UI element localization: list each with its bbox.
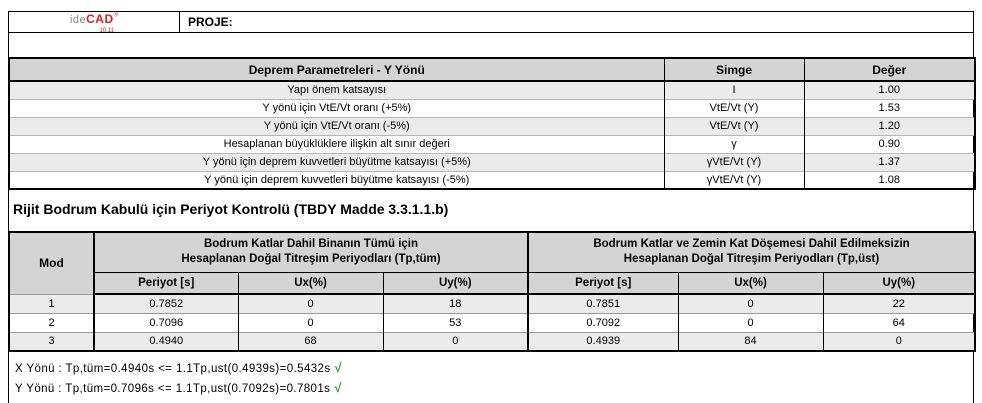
t2-group-ust-line2: Hesaplanan Doğal Titreşim Periyodları (Tp,üst) bbox=[623, 253, 880, 266]
ust-periyot-cell: 0.7851 bbox=[528, 294, 678, 313]
y-direction-check-line bbox=[15, 380, 342, 395]
table-row bbox=[9, 171, 975, 189]
table-row bbox=[9, 99, 975, 117]
deger-cell: 1.37 bbox=[804, 153, 975, 171]
deger-cell: 1.53 bbox=[804, 99, 975, 117]
ust-periyot-cell: 0.4939 bbox=[528, 332, 678, 351]
logo-ide-text: ide bbox=[69, 13, 87, 26]
table-row bbox=[9, 81, 975, 99]
ust-ux-cell: 0 bbox=[678, 294, 823, 313]
mod-cell: 3 bbox=[9, 332, 94, 351]
logo-cad-text: CAD bbox=[86, 11, 114, 26]
ust-uy-cell: 0 bbox=[823, 332, 975, 351]
mod-cell: 1 bbox=[9, 294, 94, 313]
t2-tum-periyot-col: Periyot [s] bbox=[94, 272, 238, 294]
tum-uy-cell: 53 bbox=[383, 313, 528, 332]
t2-group-ust bbox=[528, 232, 975, 272]
tum-periyot-cell: 0.7096 bbox=[94, 313, 238, 332]
x-direction-check-line bbox=[15, 360, 342, 375]
ust-uy-cell: 64 bbox=[823, 313, 975, 332]
t2-group-tum bbox=[94, 232, 528, 272]
tum-periyot-cell: 0.4940 bbox=[94, 332, 238, 351]
param-cell: Y yönü için deprem kuvvetleri büyütme katsayısı (+5%) bbox=[9, 153, 664, 171]
idecad-logo bbox=[70, 11, 118, 34]
table-row bbox=[9, 313, 975, 332]
registered-mark-icon: ® bbox=[113, 12, 119, 19]
x-direction-check-text: X Yönü : Tp,tüm=0.4940s <= 1.1Tp,ust(0.4939s)=0.5432s bbox=[15, 363, 331, 375]
ust-ux-cell: 84 bbox=[678, 332, 823, 351]
t2-group-ust-line1: Bodrum Katlar ve Zemin Kat Döşemesi Dahil Edilmeksizin bbox=[593, 237, 910, 250]
t2-subheader-row bbox=[9, 272, 975, 294]
table-row bbox=[9, 294, 975, 313]
tum-ux-cell: 68 bbox=[238, 332, 383, 351]
simge-cell: VtE/Vt (Y) bbox=[664, 99, 804, 117]
t1-title: Deprem Parametreleri - Y Yönü bbox=[9, 58, 664, 81]
logo-cell bbox=[9, 12, 180, 32]
t2-group-tum-line2: Hesaplanan Doğal Titreşim Periyodları (Tp,tüm) bbox=[181, 253, 441, 266]
simge-cell: γVtE/Vt (Y) bbox=[664, 171, 804, 189]
period-control-table bbox=[8, 231, 976, 352]
tum-periyot-cell: 0.7852 bbox=[94, 294, 238, 313]
t2-ust-ux-col: Ux(%) bbox=[678, 272, 823, 294]
t2-group-header-row bbox=[9, 232, 975, 272]
tum-ux-cell: 0 bbox=[238, 313, 383, 332]
mod-cell: 2 bbox=[48, 316, 55, 329]
simge-cell: γVtE/Vt (Y) bbox=[664, 153, 804, 171]
table-row bbox=[9, 332, 975, 351]
document-frame bbox=[8, 11, 974, 403]
simge-cell: VtE/Vt (Y) bbox=[664, 117, 804, 135]
y-direction-check-text: Y Yönü : Tp,tüm=0.7096s <= 1.1Tp,ust(0.7092s)=0.7801s bbox=[15, 383, 331, 395]
ust-uy-cell: 22 bbox=[823, 294, 975, 313]
param-cell: Y yönü için VtE/Vt oranı (+5%) bbox=[262, 102, 412, 114]
ust-ux-cell: 0 bbox=[678, 313, 823, 332]
param-cell: Y yönü için VtE/Vt oranı (-5%) bbox=[9, 117, 664, 135]
table-row bbox=[9, 153, 975, 171]
tum-ux-cell: 0 bbox=[238, 294, 383, 313]
simge-cell: γ bbox=[664, 135, 804, 153]
tum-uy-cell: 18 bbox=[383, 294, 528, 313]
ust-periyot-cell: 0.7092 bbox=[528, 313, 678, 332]
tum-uy-cell: 0 bbox=[383, 332, 528, 351]
deger-cell: 1.08 bbox=[804, 171, 975, 189]
t2-tum-ux-col: Ux(%) bbox=[238, 272, 383, 294]
simge-cell: I bbox=[664, 81, 804, 99]
param-cell: Y yönü için deprem kuvvetleri büyütme katsayısı (-5%) bbox=[204, 173, 470, 186]
t2-group-tum-line1: Bodrum Katlar Dahil Binanın Tümü için bbox=[203, 237, 419, 250]
project-label: PROJE: bbox=[188, 15, 233, 29]
t2-tum-uy-col: Uy(%) bbox=[383, 272, 528, 294]
deger-cell: 1.00 bbox=[804, 81, 975, 99]
section-title: Rijit Bodrum Kabulü için Periyot Kontrolü (TBDY Madde 3.3.1.1.b) bbox=[13, 201, 449, 217]
param-cell: Hesaplanan büyüklüklere ilişkin alt sınır değeri bbox=[223, 138, 450, 150]
t2-ust-periyot-col: Periyot [s] bbox=[528, 272, 678, 294]
logo-version: 10.11 bbox=[99, 27, 115, 34]
table-row bbox=[9, 135, 975, 153]
t1-col-simge: Simge bbox=[664, 58, 804, 81]
t1-header-row bbox=[9, 58, 975, 81]
check-icon: √ bbox=[334, 360, 343, 375]
deger-cell: 1.20 bbox=[804, 117, 975, 135]
report-header bbox=[9, 12, 973, 33]
t2-col-mod: Mod bbox=[9, 232, 94, 294]
table-row bbox=[9, 117, 975, 135]
deger-cell: 0.90 bbox=[804, 135, 975, 153]
t2-ust-uy-col: Uy(%) bbox=[823, 272, 975, 294]
seismic-parameters-table bbox=[8, 57, 976, 190]
check-icon: √ bbox=[334, 380, 342, 395]
param-cell: Yapı önem katsayısı bbox=[9, 81, 664, 99]
t1-col-deger: Değer bbox=[804, 58, 975, 81]
project-cell bbox=[180, 12, 973, 32]
